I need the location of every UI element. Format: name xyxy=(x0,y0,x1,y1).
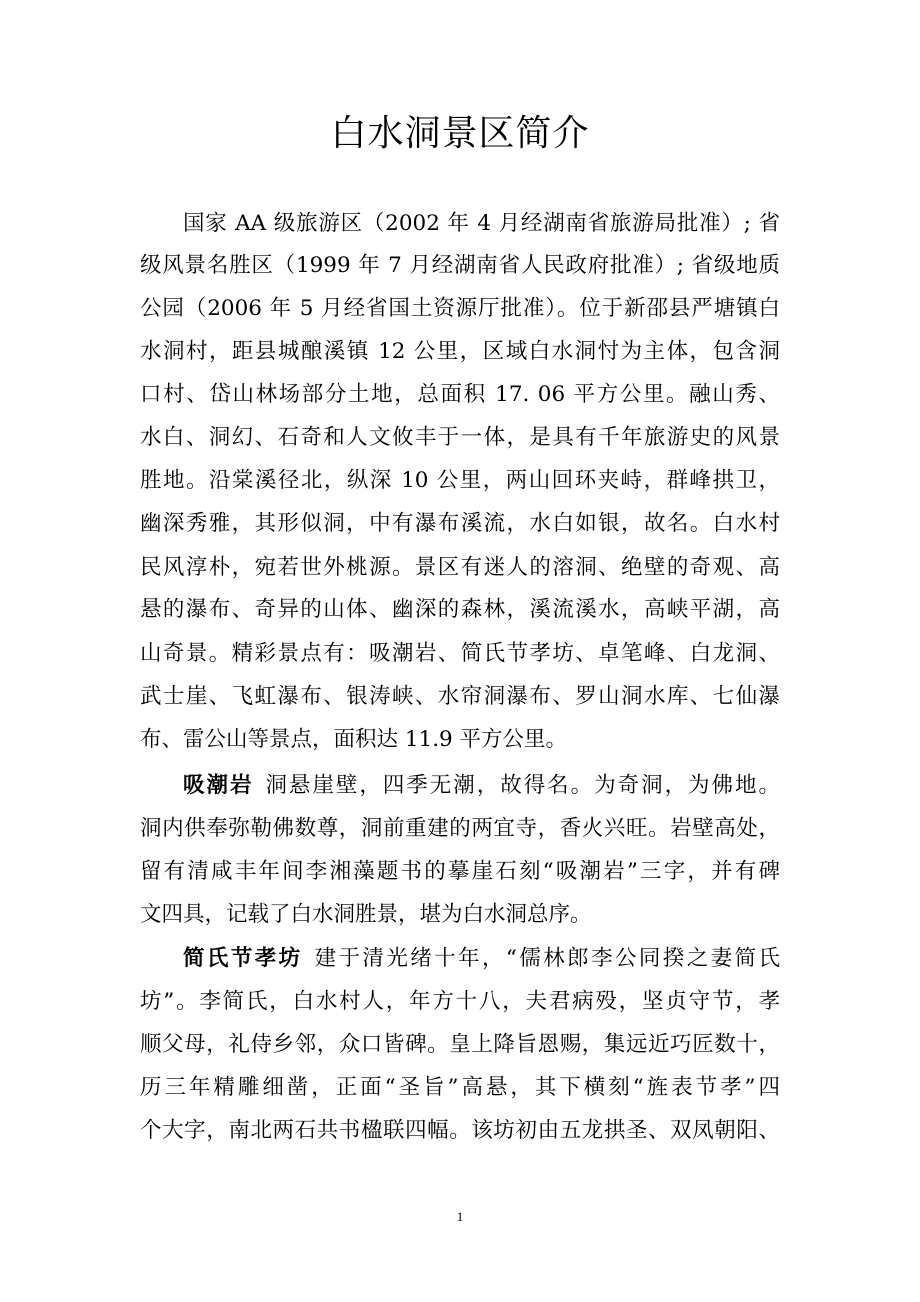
paragraph-line: 建于清光绪十年，“儒林郎李公同揆之妻简氏 xyxy=(314,946,780,971)
paragraph-line: 民风淳朴，宛若世外桃源。景区有迷人的溶洞、绝壁的奇观、高 xyxy=(140,555,780,580)
paragraph-line: 公园（2006 年 5 月经省国土资源厅批准）。位于新邵县严塘镇白 xyxy=(140,296,780,321)
paragraph-line: 顺父母，礼侍乡邻，众口皆碑。皇上降旨恩赐，集远近巧匠数十， xyxy=(140,1032,780,1057)
paragraph-line: 胜地。沿棠溪径北，纵深 10 公里，两山回环夹峙，群峰拱卫， xyxy=(140,468,780,493)
paragraph-line: 山奇景。精彩景点有：吸潮岩、简氏节孝坊、卓笔峰、白龙洞、 xyxy=(140,641,780,666)
paragraph-line: 坊”。李简氏，白水村人，年方十八，夫君病殁，坚贞守节，孝 xyxy=(140,989,780,1014)
page-number: 1 xyxy=(456,1209,464,1224)
paragraph-line: 悬的瀑布、奇异的山体、幽深的森林，溪流溪水，高峡平湖，高 xyxy=(140,597,780,622)
page-title: 白水洞景区简介 xyxy=(330,113,590,154)
paragraph-line: 布、雷公山等景点，面积达 11.9 平方公里。 xyxy=(140,727,568,752)
paragraph-line: 级风景名胜区（1999 年 7 月经湖南省人民政府批准）; 省级地质 xyxy=(140,253,780,278)
paragraph-line: 水洞村，距县城酿溪镇 12 公里，区域白水洞忖为主体，包含洞 xyxy=(140,339,780,364)
paragraph-line: 幽深秀雅，其形似洞，中有瀑布溪流，水白如银，故名。白水村 xyxy=(140,511,780,536)
paragraph-line: 水白、洞幻、石奇和人文攸丰于一体，是具有千年旅游史的风景 xyxy=(140,425,780,450)
paragraph-line: 口村、岱山林场部分土地，总面积 17. 06 平方公里。融山秀、 xyxy=(140,382,780,407)
paragraph-line: 武士崖、飞虹瀑布、银涛峡、水帘洞瀑布、罗山洞水库、七仙瀑 xyxy=(140,684,780,709)
paragraph-line: 国家 AA 级旅游区（2002 年 4 月经湖南省旅游局批准）; 省 xyxy=(183,211,780,236)
paragraph-line: 个大字，南北两石共书楹联四幅。该坊初由五龙拱圣、双凤朝阳、 xyxy=(140,1118,780,1143)
section-heading: 简氏节孝坊 xyxy=(183,946,303,971)
paragraph-line: 留有清咸丰年间李湘藻题书的摹崖石刻“吸潮岩”三字，并有碑 xyxy=(140,859,780,884)
section-heading: 吸潮岩 xyxy=(183,773,254,798)
paragraph-line: 文四具，记载了白水洞胜景，堪为白水洞总序。 xyxy=(140,902,592,927)
paragraph-line: 洞内供奉弥勒佛数尊，洞前重建的两宜寺，香火兴旺。岩壁高处， xyxy=(140,816,780,841)
section-first-line xyxy=(183,938,780,980)
paragraph-line: 历三年精雕细凿，正面“圣旨”高悬，其下横刻“旌表节孝”四 xyxy=(140,1075,780,1100)
paragraph-line: 洞悬崖壁，四季无潮，故得名。为奇洞，为佛地。 xyxy=(265,773,780,798)
section-first-line xyxy=(183,765,780,807)
